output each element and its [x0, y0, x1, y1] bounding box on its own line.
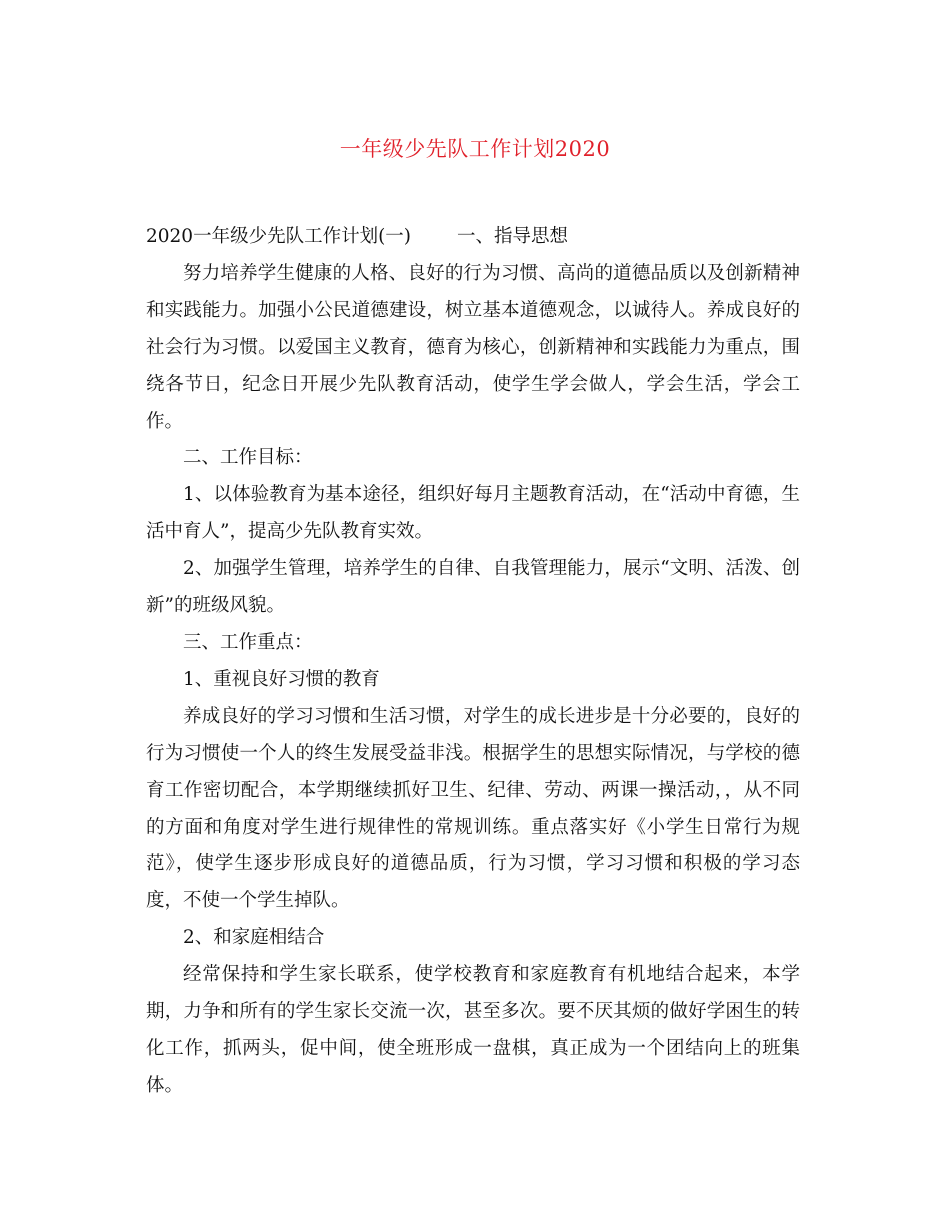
section-heading-guiding-thought: 一、指导思想 — [457, 226, 569, 247]
intro-line — [146, 219, 800, 256]
subheading-habits: 1、重视良好习惯的教育 — [183, 668, 380, 690]
document-title: 一年级少先队工作计划2020 — [339, 137, 611, 161]
paragraph: 1、以体验教育为基本途径，组织好每月主题教育活动，在“活动中育德，生活中育人”，提高少先队教育实效。 — [146, 484, 800, 543]
plan-heading: 2020一年级少先队工作计划(一) — [146, 226, 412, 247]
section-heading-work-focus: 三、工作重点： — [183, 631, 313, 653]
paragraph: 养成良好的学习习惯和生活习惯，对学生的成长进步是十分必要的，良好的行为习惯使一个人的终生发展受益非浅。根据学生的思想实际情况，与学校的德育工作密切配合，本学期继续抓好卫生、纪律、劳动、两课一操活动，，从不同的方面和角度对学生进行规律性的常规训练。重点落实好《小学生日常行为规范》，使学生逐步形成良好的道德品质，行为习惯，学习习惯和积极的学习态度，不使一个学生掉队。 — [146, 705, 800, 912]
paragraph: 努力培养学生健康的人格、良好的行为习惯、高尚的道德品质以及创新精神和实践能力。加强小公民道德建设，树立基本道德观念，以诚待人。养成良好的社会行为习惯。以爱国主义教育，德育为核心，创新精神和实践能力为重点，围绕各节日，纪念日开展少先队教育活动，使学生学会做人，学会生活，学会工作。 — [146, 262, 800, 432]
subheading-family: 2、和家庭相结合 — [183, 927, 325, 949]
paragraph: 经常保持和学生家长联系，使学校教育和家庭教育有机地结合起来，本学期，力争和所有的学生家长交流一次，甚至多次。要不厌其烦的做好学困生的转化工作，抓两头，促中间，使全班形成一盘棋，真正成为一个团结向上的班集体。 — [146, 964, 800, 1096]
document-body — [146, 219, 800, 1105]
section-heading-work-goals: 二、工作目标： — [183, 447, 313, 469]
paragraph: 2、加强学生管理，培养学生的自律、自我管理能力，展示“文明、活泼、创新”的班级风貌。 — [146, 558, 800, 617]
